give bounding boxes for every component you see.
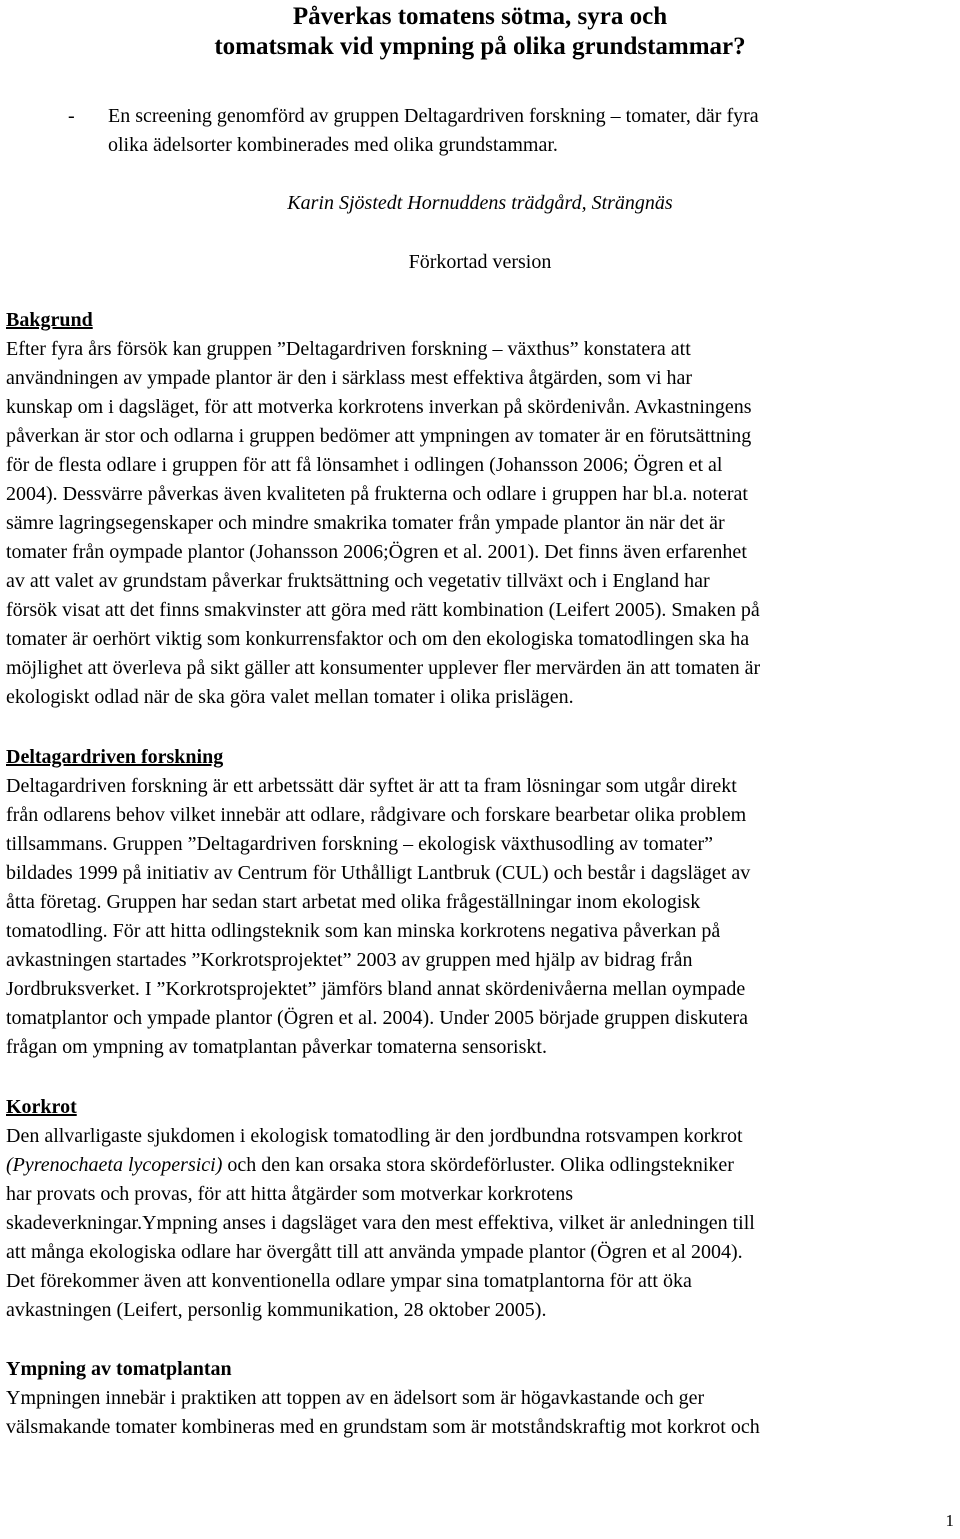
body-line: välsmakande tomater kombineras med en grundstam som är motståndskraftig mot korkrot och: [6, 1416, 760, 1438]
section-body-ympning: [6, 1384, 960, 1442]
body-line: Det förekommer även att konventionella odlare ympar sina tomatplantorna för att öka: [6, 1270, 692, 1292]
body-line: bildades 1999 på initiativ av Centrum för Uthålligt Lantbruk (CUL) och består i dagsläget av: [6, 862, 751, 884]
body-line-with-species: [6, 1151, 960, 1180]
body-line: har provats och provas, för att hitta åtgärder som motverkar korkrotens: [6, 1183, 574, 1205]
body-line: för de flesta odlare i gruppen för att få lönsamhet i odlingen (Johansson 2006; Ögren et al: [6, 454, 723, 476]
title-line-1: Påverkas tomatens sötma, syra och: [292, 3, 668, 30]
section-deltagardriven-forskning: [6, 743, 960, 1062]
section-body-deltagardriven-forskning: [6, 772, 960, 1062]
section-body-bakgrund: [6, 335, 960, 712]
section-heading-bakgrund: Bakgrund: [6, 309, 93, 331]
section-bakgrund: [6, 306, 960, 712]
section-heading-korkrot: Korkrot: [6, 1096, 77, 1118]
section-body-korkrot: [6, 1122, 960, 1325]
body-line: ekologiskt odlad när de ska göra valet mellan tomater i olika prislägen.: [6, 686, 574, 708]
body-line: att många ekologiska odlare har övergått till att använda ympade plantor (Ögren et al 2004).: [6, 1241, 743, 1263]
body-line: tomater är oerhört viktig som konkurrensfaktor och om den ekologiska tomatodlingen ska ha: [6, 628, 750, 650]
body-line: tillsammans. Gruppen ”Deltagardriven forskning – ekologisk växthusodling av tomater”: [6, 833, 714, 855]
body-line: kunskap om i dagsläget, för att motverka korkrotens inverkan på skördenivån. Avkastningens: [6, 396, 752, 418]
subtitle-line-2: olika ädelsorter kombinerades med olika grundstammar.: [108, 134, 558, 156]
body-line: tomatodling. För att hitta odlingsteknik som kan minska korkrotens negativa påverkan på: [6, 920, 721, 942]
section-korkrot: [6, 1093, 960, 1325]
version-label: Förkortad version: [408, 251, 552, 273]
page-number: 1: [945, 1511, 954, 1530]
body-line: tomatplantor och ympade plantor (Ögren et al. 2004). Under 2005 började gruppen diskutera: [6, 1007, 749, 1029]
document-subtitle: [68, 102, 948, 160]
subtitle-line-1: En screening genomförd av gruppen Deltagardriven forskning – tomater, där fyra: [108, 105, 759, 127]
body-line: 2004). Dessvärre påverkas även kvaliteten på frukterna och odlare i gruppen har bl.a. noterat: [6, 483, 748, 505]
body-line: Jordbruksverket. I ”Korkrotsprojektet” jämförs bland annat skördenivåerna mellan oympade: [6, 978, 746, 1000]
body-line-rest: och den kan orsaka stora skördeförluster. Olika odlingstekniker: [222, 1154, 734, 1176]
body-line: påverkan är stor och odlarna i gruppen bedömer att ympningen av tomater är en förutsättning: [6, 425, 752, 447]
body-line: Den allvarligaste sjukdomen i ekologisk tomatodling är den jordbundna rotsvampen korkrot: [6, 1125, 743, 1147]
body-line: Ympningen innebär i praktiken att toppen av en ädelsort som är högavkastande och ger: [6, 1387, 705, 1409]
section-ympning: [6, 1355, 960, 1442]
body-line: försök visat att det finns smakvinster att göra med rätt kombination (Leifert 2005). Smaken på: [6, 599, 760, 621]
body-line: tomater från oympade plantor (Johansson 2006;Ögren et al. 2001). Det finns även erfarenhet: [6, 541, 747, 563]
species-name: (Pyrenochaeta lycopersici): [6, 1154, 223, 1176]
subtitle-dash: -: [68, 105, 75, 127]
title-line-2: tomatsmak vid ympning på olika grundstammar?: [214, 33, 746, 60]
body-line: Deltagardriven forskning är ett arbetssätt där syftet är att ta fram lösningar som utgår direkt: [6, 775, 737, 797]
body-line: åtta företag. Gruppen har sedan start arbetat med olika frågeställningar inom ekologisk: [6, 891, 701, 913]
body-line: från odlarens behov vilket innebär att odlare, rådgivare och forskare bearbetar olika problem: [6, 804, 747, 826]
body-line: Efter fyra års försök kan gruppen ”Deltagardriven forskning – växthus” konstatera att: [6, 338, 691, 360]
section-heading-ympning: Ympning av tomatplantan: [6, 1358, 232, 1380]
author-line: Karin Sjöstedt Hornuddens trädgård, Strängnäs: [287, 192, 673, 214]
body-line: frågan om ympning av tomatplantan påverkar tomaterna sensoriskt.: [6, 1036, 547, 1058]
body-line: sämre lagringsegenskaper och mindre smakrika tomater från ympade plantor än när det är: [6, 512, 725, 534]
body-line: användningen av ympade plantor är den i särklass mest effektiva åtgärden, som vi har: [6, 367, 693, 389]
body-line: skadeverkningar.Ympning anses i dagsläget vara den mest effektiva, vilket är anledningen till: [6, 1212, 755, 1234]
section-heading-deltagardriven-forskning: Deltagardriven forskning: [6, 746, 224, 768]
body-line: av att valet av grundstam påverkar fruktsättning och vegetativ tillväxt och i England har: [6, 570, 710, 592]
body-line: möjlighet att överleva på sikt gäller att konsumenter upplever fler mervärden än att tomaten är: [6, 657, 761, 679]
body-line: avkastningen (Leifert, personlig kommunikation, 28 oktober 2005).: [6, 1299, 547, 1321]
body-line: avkastningen startades ”Korkrotsprojektet” 2003 av gruppen med hjälp av bidrag från: [6, 949, 693, 971]
document-title: [0, 2, 960, 62]
